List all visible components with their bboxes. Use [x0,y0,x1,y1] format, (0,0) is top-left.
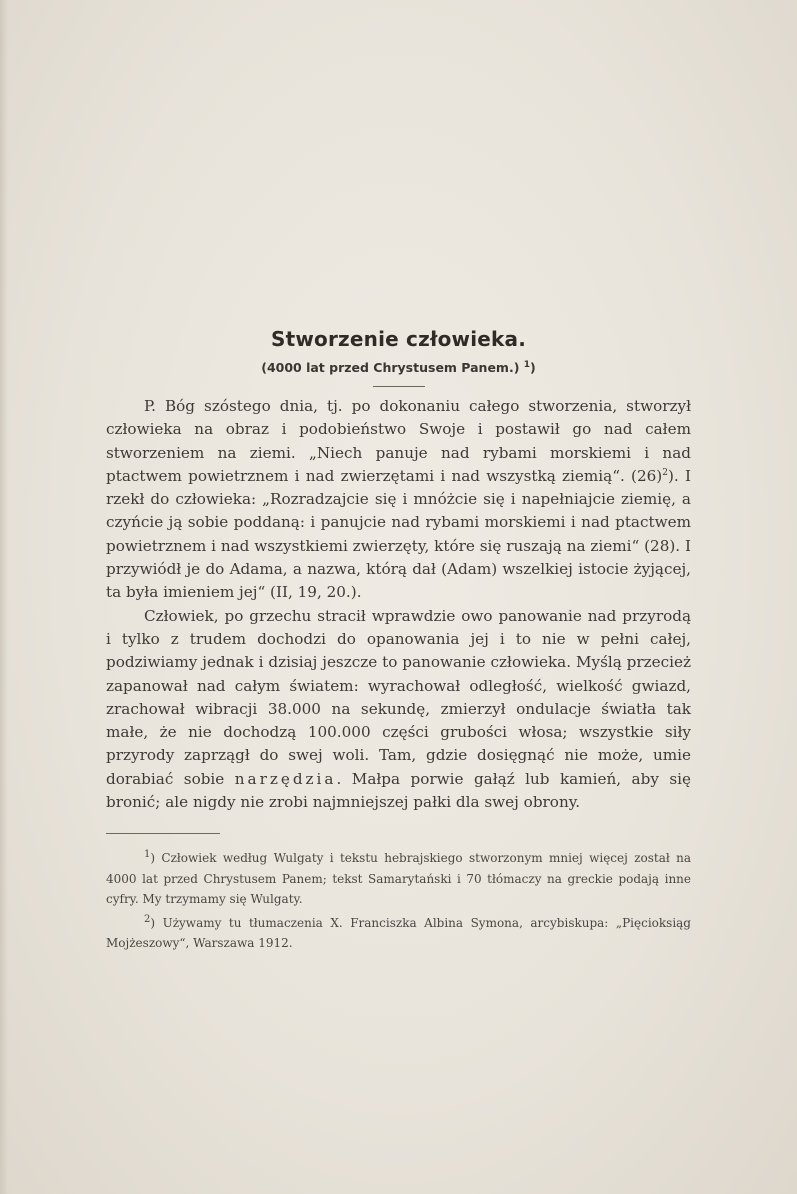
footnote [106,910,691,954]
chapter-content [106,326,691,954]
chapter-subtitle: (4000 lat przed Chrystusem Panem.) $^1$) [261,359,536,375]
paragraph [106,605,691,815]
footnote-ref: 1 [523,359,531,370]
subtitle-text: (4000 lat przed Chrystusem Panem.) [261,360,520,375]
footnote [106,845,691,910]
footnote-number: 1 [144,849,151,861]
title-divider [373,386,425,387]
paragraph-text: Człowiek, po grzechu stracił wprawdzie owo panowanie nad przyrodą i tylko z trudem dochodzi do opanowania jej i to nie w pełni całej, podziwiamy jednak i dzisiaj jeszcze to panowanie człowieka. Myślą przecież zapanował nad całym światem: wyrachował odległość, wielkość gwiazd, zrachował wibracji 38.000 na sekundę, zmierzył ondulacje światła tak małe, że nie dochodzą 100.000 części grubości włosa; wszystkie siły przyrody zaprzągł do swej woli. Tam, gdzie dosięgnąć nie może, umie dorabiać sobie [106,606,691,788]
footnote-text: ) Człowiek według Wulgaty i tekstu hebrajskiego stworzonym mniej więcej został na 4000 lat przed Chrystusem Panem; tekst Samarytański i 70 tłómaczy na greckie podają inne cyfry. My trzymamy się Wulgaty. [106,851,691,907]
paragraph [106,395,691,605]
paragraph-text: ). I rzekł do człowieka: „Rozradzajcie się i mnóżcie się i napełniajcie ziemię, a czyńcie ją sobie poddaną: i panujcie nad rybami morskiemi i nad ptactwem powietrznem i nad wszystkiemi zwierzęty, które się ruszają na ziemi“ (28). I przywiódł je do Adama, a nazwa, którą dał (Adam) wszelkiej istocie żyjącej, ta była imieniem jej“ (II, 19, 20.). [106,466,691,602]
body-text [106,395,691,814]
chapter-title: Stworzenie człowieka. [270,327,527,351]
page-edge-shadow [0,0,8,1194]
footnote-divider [106,833,220,834]
footnote-number: 2 [144,913,151,925]
emphasized-word: narzędzia [234,769,337,788]
footnotes [106,845,691,954]
paragraph-text: P. Bóg szóstego dnia, tj. po dokonaniu całego stworzenia, stworzył człowieka na obraz i podobieństwo Swoje i postawił go nad całem stworzeniem na ziemi. „Niech panuje nad rybami morskiemi i nad ptactwem powietrznem i nad zwierzętami i nad wszystką ziemią“. (26) [106,397,691,485]
footnote-ref: 2 [662,467,668,478]
footnote-text: ) Używamy tu tłumaczenia X. Franciszka Albina Symona, arcybiskupa: „Pięcioksiąg Mojżeszowy“, Warszawa 1912. [106,915,691,951]
paragraph-text: . Małpa porwie gałąź lub kamień, aby się bronić; ale nigdy nie zrobi najmniejszej pałki dla swej obrony. [106,769,691,812]
